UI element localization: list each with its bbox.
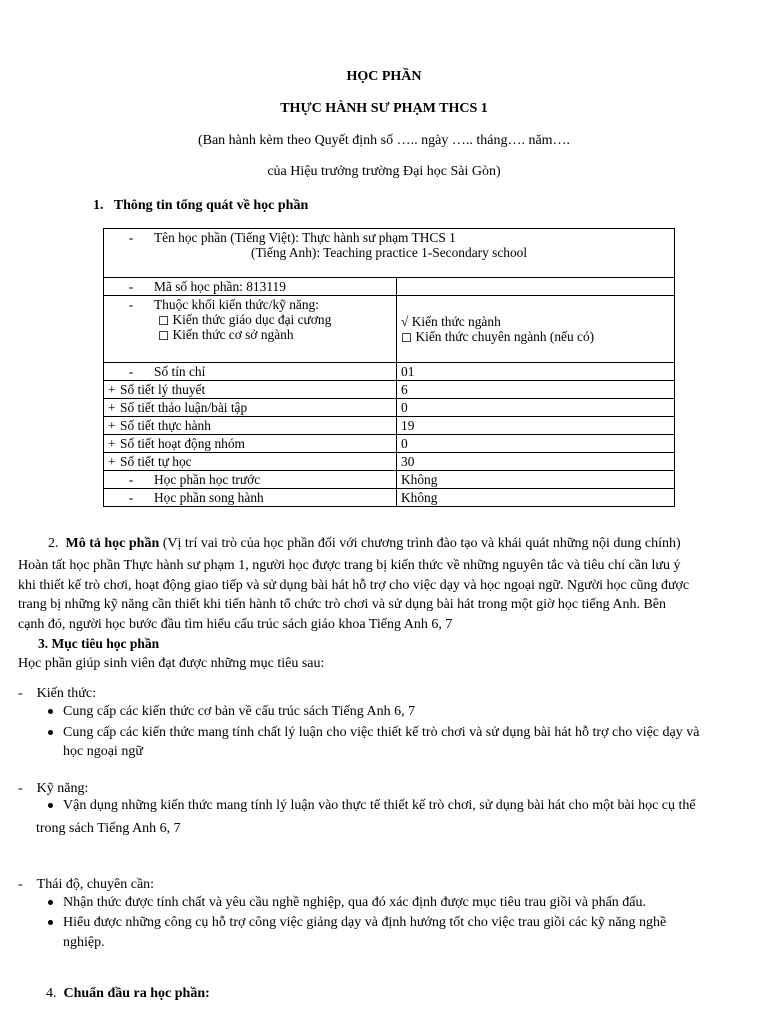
table-row-code: - Mã số học phần: 813119 (104, 278, 675, 296)
attitude-heading: - Thái độ, chuyên cần: (18, 877, 155, 892)
decision-line: (Ban hành kèm theo Quyết định số ….. ngày ….. tháng…. năm…. (197, 133, 571, 148)
section1-title: Thông tin tổng quát về học phần (113, 198, 309, 213)
option-specialization: ◻ Kiến thức chuyên ngành (nếu có) (401, 329, 595, 344)
option-major: √ Kiến thức ngành (401, 314, 501, 329)
row-label: Số tiết tự học (120, 454, 192, 469)
section4-heading: 4. Chuẩn đầu ra học phần: (46, 986, 210, 1001)
table-row-name (104, 229, 675, 278)
row-label: Học phần song hành (154, 490, 264, 505)
general-info-table (103, 228, 675, 507)
row-value: 01 (397, 363, 675, 381)
section4-title: Chuẩn đầu ra học phần: (63, 986, 210, 1001)
table-row: - Học phần song hành Không (104, 489, 675, 507)
section1-heading (93, 198, 308, 214)
doc-heading: HỌC PHẦN (346, 69, 422, 84)
row-label: Số tín chỉ (154, 364, 206, 379)
course-code: Mã số học phần: 813119 (154, 279, 286, 294)
section2-subtitle: (Vị trí vai trò của học phần đối với chương trình đào tạo và khái quát những nội dung chính) (159, 536, 681, 551)
table-row-knowledge-block: - Thuộc khối kiến thức/kỹ năng: ◻ Kiến thức giáo dục đại cương ◻ Kiến thức cơ sở ngành √ Kiến thức ngành ◻ Kiến thức chuyên ngành (nếu có) (104, 296, 675, 363)
list-item: Nhận thức được tính chất và yêu cầu nghề nghiệp, qua đó xác định được mục tiêu trau giồi và phấn đấu. (48, 895, 646, 911)
section3-title: Mục tiêu học phần (51, 636, 160, 651)
knowledge-block-label: Thuộc khối kiến thức/kỹ năng: (154, 297, 319, 312)
option-general-education: ◻ Kiến thức giáo dục đại cương (158, 312, 332, 327)
row-value: Không (397, 489, 675, 507)
skills-heading: - Kỹ năng: (18, 781, 89, 796)
list-item: Vận dụng những kiến thức mang tính lý luận vào thực tế thiết kế trò chơi, sử dụng bài hát cho một bài học cụ thể (48, 798, 696, 814)
row-label: Số tiết thực hành (120, 418, 211, 433)
table-row: + Số tiết hoạt động nhóm 0 (104, 435, 675, 453)
row-label: Số tiết hoạt động nhóm (120, 436, 245, 451)
section1-number: 1. (93, 198, 104, 213)
row-label: Số tiết lý thuyết (120, 382, 206, 397)
row-label: Học phần học trước (154, 472, 261, 487)
section3-intro: Học phần giúp sinh viên đạt được những mục tiêu sau: (18, 656, 325, 671)
course-name-cell: - Tên học phần (Tiếng Việt): Thực hành sư phạm THCS 1 (Tiếng Anh): Teaching practice 1-Secondary school (104, 229, 675, 278)
course-title: THỰC HÀNH SƯ PHẠM THCS 1 (280, 101, 488, 116)
section2-title: Mô tả học phần (65, 536, 160, 551)
section2-body: Hoàn tất học phần Thực hành sư phạm 1, người học được trang bị kiến thức về những nguyên tắc và tiêu chí cần lưu ý khi thiết kế trò chơi, hoạt động giao tiếp và sử dụng bài hát hỗ trợ cho việc dạy và học ngoại ngữ. Người học cũng được trang bị những kỹ năng cần thiết khi tiến hành tổ chức trò chơi và sử dụng bài hát trong một giờ học tiếng Anh. Bên cạnh đó, người học bước đầu tìm hiểu cấu trúc sách giáo khoa Tiếng Anh 6, 7 (18, 558, 690, 632)
row-value: 19 (397, 417, 675, 435)
issuer-line: của Hiệu trưởng trường Đại học Sài Gòn) (267, 164, 501, 179)
table-row: - Học phần học trước Không (104, 471, 675, 489)
row-value: 30 (397, 453, 675, 471)
table-row: + Số tiết thực hành 19 (104, 417, 675, 435)
table-row: + Số tiết lý thuyết 6 (104, 381, 675, 399)
section3-heading: 3. Mục tiêu học phần (38, 636, 160, 651)
course-name-vi: Tên học phần (Tiếng Việt): Thực hành sư phạm THCS 1 (154, 230, 456, 245)
row-value: 6 (397, 381, 675, 399)
list-item: Cung cấp các kiến thức mang tính chất lý luận cho việc thiết kế trò chơi và sử dụng bài hát hỗ trợ cho việc dạy và (48, 725, 699, 741)
knowledge-heading: - Kiến thức: (18, 686, 96, 701)
table-row: + Số tiết thảo luận/bài tập 0 (104, 399, 675, 417)
row-value: 0 (397, 399, 675, 417)
row-label: Số tiết thảo luận/bài tập (120, 400, 248, 415)
option-foundation: ◻ Kiến thức cơ sở ngành (158, 327, 294, 342)
course-name-en: (Tiếng Anh): Teaching practice 1-Secondary school (251, 245, 528, 260)
row-value: Không (397, 471, 675, 489)
section2-heading: 2. Mô tả học phần (Vị trí vai trò của học phần đối với chương trình đào tạo và khái quát những nội dung chính) (48, 536, 681, 551)
table-row: + Số tiết tự học 30 (104, 453, 675, 471)
list-item: Hiểu được những công cụ hỗ trợ công việc giảng dạy và định hướng tốt cho việc trau giồi các kỹ năng nghề (48, 915, 666, 931)
table-row: - Số tín chỉ 01 (104, 363, 675, 381)
row-value: 0 (397, 435, 675, 453)
list-item: Cung cấp các kiến thức cơ bản về cấu trúc sách Tiếng Anh 6, 7 (48, 704, 415, 720)
